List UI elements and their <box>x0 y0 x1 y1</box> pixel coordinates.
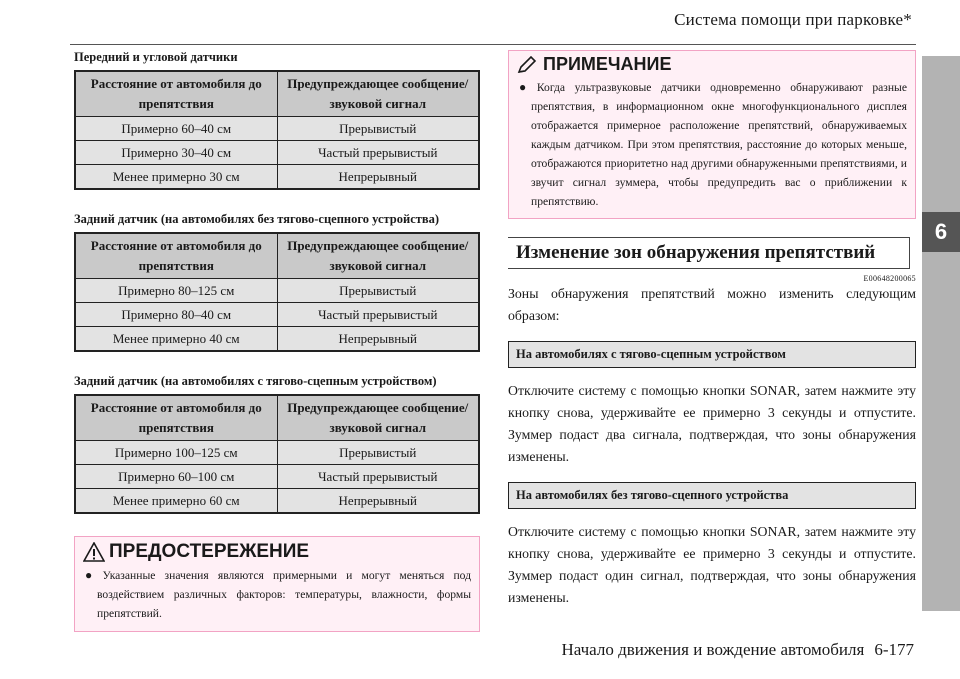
note-text <box>517 78 907 211</box>
table-header-signal: Предупреждающее сообщение/звуковой сигнал <box>277 395 479 441</box>
page-footer <box>561 640 914 660</box>
table-cell: Прерывистый <box>277 279 479 303</box>
header-divider <box>70 44 916 45</box>
left-column <box>74 50 480 632</box>
note-heading <box>517 54 907 75</box>
note-box <box>508 50 916 219</box>
bullet-icon: ● <box>85 568 99 582</box>
table-cell: Примерно 80–40 см <box>75 303 277 327</box>
table-row <box>75 441 479 465</box>
table-cell: Непрерывный <box>277 165 479 190</box>
bullet-icon: ● <box>519 80 533 94</box>
paragraph-without-hitch: Отключите систему с помощью кнопки SONAR, затем нажмите эту кнопку снова, удерживайте ее примерно 3 секунды и отпустите. Зуммер подаст один сигнал, подтверждая, что зоны обнаружения изменены. <box>508 524 916 605</box>
table-cell: Прерывистый <box>277 117 479 141</box>
subheading-with-hitch: На автомобилях с тягово-сцепным устройством <box>508 341 916 368</box>
table-cell: Примерно 60–40 см <box>75 117 277 141</box>
note-title: ПРИМЕЧАНИЕ <box>543 54 672 74</box>
table-row <box>75 117 479 141</box>
intro-paragraph: Зоны обнаружения препятствий можно изменить следующим образом: <box>508 286 916 323</box>
table-row <box>75 303 479 327</box>
table-rear-no-hitch <box>74 232 480 352</box>
paragraph-with-hitch: Отключите систему с помощью кнопки SONAR, затем нажмите эту кнопку снова, удерживайте ее примерно 3 секунды и отпустите. Зуммер подаст два сигнала, подтверждая, что зоны обнаружения изменены. <box>508 383 916 464</box>
section-heading-front-sensors: Передний и угловой датчики <box>74 50 238 64</box>
chapter-number: 6 <box>922 212 960 252</box>
page-number: 6-177 <box>874 640 914 659</box>
chapter-side-tab <box>922 56 960 611</box>
warning-title: ПРЕДОСТЕРЕЖЕНИЕ <box>109 541 310 562</box>
section-heading-rear-with-hitch: Задний датчик (на автомобилях с тягово-сцепным устройством) <box>74 374 437 388</box>
table-cell: Менее примерно 60 см <box>75 489 277 514</box>
table-row <box>75 165 479 190</box>
table-front-sensors <box>74 70 480 190</box>
warning-triangle-icon <box>83 542 105 562</box>
table-cell: Частый прерывистый <box>277 303 479 327</box>
table-cell: Примерно 80–125 см <box>75 279 277 303</box>
warning-text <box>83 566 471 623</box>
pencil-icon <box>517 56 537 74</box>
warning-text-content: Указанные значения являются примерными и могут меняться под воздействием различных факторов: температуры, влажности, формы препятствий. <box>97 569 472 620</box>
table-cell: Примерно 100–125 см <box>75 441 277 465</box>
table-row <box>75 327 479 352</box>
document-code: E00648200065 <box>863 274 916 283</box>
footer-section-title: Начало движения и вождение автомобиля <box>561 640 865 659</box>
table-header-signal: Предупреждающее сообщение/звуковой сигнал <box>277 233 479 279</box>
table-cell: Менее примерно 30 см <box>75 165 277 190</box>
section-heading-rear-no-hitch: Задний датчик (на автомобилях без тягово-сцепного устройства) <box>74 212 440 226</box>
page-header-title: Система помощи при парковке* <box>674 10 912 29</box>
warning-box <box>74 536 480 632</box>
table-row <box>75 465 479 489</box>
section-title-detection-zones: Изменение зон обнаружения препятствий <box>508 237 910 269</box>
table-cell: Примерно 30–40 см <box>75 141 277 165</box>
table-row <box>75 489 479 514</box>
table-cell: Частый прерывистый <box>277 141 479 165</box>
right-column <box>508 50 916 609</box>
table-rear-with-hitch <box>74 394 480 514</box>
warning-heading <box>83 541 471 563</box>
table-header-distance: Расстояние от автомобиля до препятствия <box>75 71 277 117</box>
table-cell: Менее примерно 40 см <box>75 327 277 352</box>
table-cell: Частый прерывистый <box>277 465 479 489</box>
table-cell: Примерно 60–100 см <box>75 465 277 489</box>
table-row <box>75 279 479 303</box>
table-header-distance: Расстояние от автомобиля до препятствия <box>75 233 277 279</box>
table-header-distance: Расстояние от автомобиля до препятствия <box>75 395 277 441</box>
table-cell: Непрерывный <box>277 489 479 514</box>
table-row <box>75 141 479 165</box>
subheading-without-hitch: На автомобилях без тягово-сцепного устройства <box>508 482 916 509</box>
table-cell: Прерывистый <box>277 441 479 465</box>
table-cell: Непрерывный <box>277 327 479 352</box>
table-header-signal: Предупреждающее сообщение/звуковой сигнал <box>277 71 479 117</box>
note-text-content: Когда ультразвуковые датчики одновременно обнаруживают разные препятствия, в информационном окне многофункционального дисплея отображается примерное расположение препятствий, обнаруживаемых каждым датчиком. При этом препятствия, расстояние до которых меньше, отображаются приоритетно над другими обнаруженными препятствиями, и звучит сигнал зуммера, чтобы предупредить вас о приближении к препятствию. <box>531 81 907 208</box>
